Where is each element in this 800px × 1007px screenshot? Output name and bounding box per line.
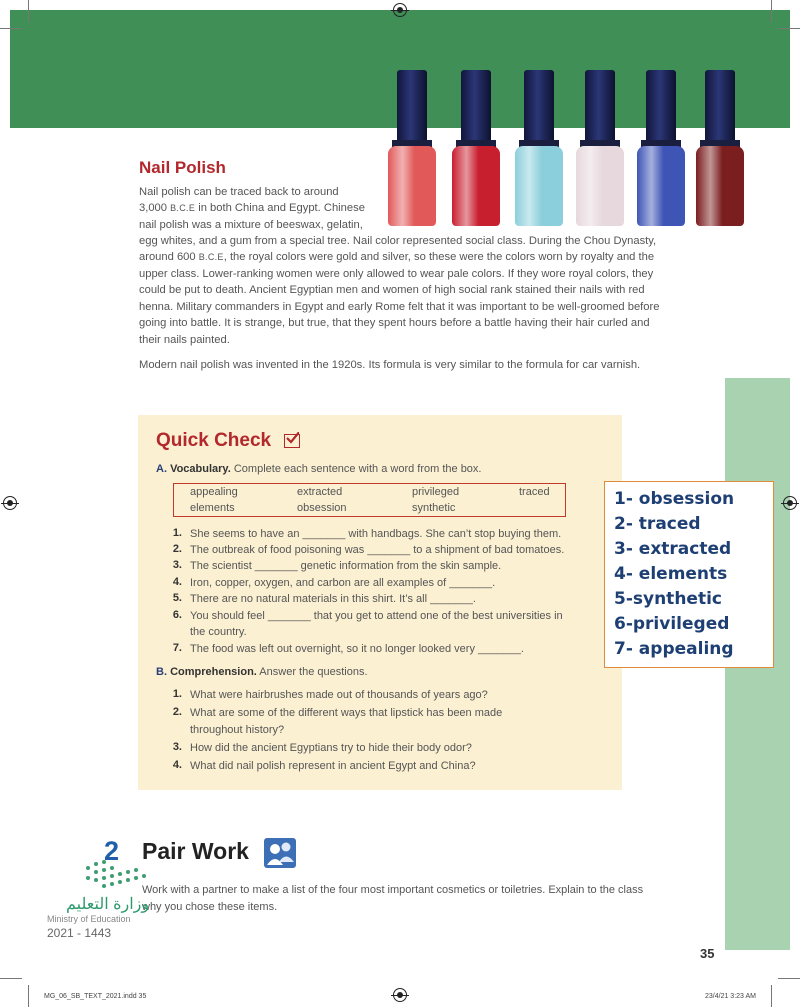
body-line-4: could be put to death. Ancient Egyptian men and women of high social rank stained their nails with red bbox=[139, 284, 645, 296]
body-line-7: their nails painted. bbox=[139, 334, 230, 346]
sentence-number: 5. bbox=[172, 592, 182, 604]
bottle-glass bbox=[696, 146, 744, 226]
crop-mark bbox=[0, 978, 22, 979]
sentence-text: Iron, copper, oxygen, and carbon are all examples of _______. bbox=[190, 577, 496, 589]
section-a-instruction: A. Vocabulary. Complete each sentence with a word from the box. bbox=[156, 463, 482, 475]
word-box-item: synthetic bbox=[412, 502, 456, 514]
question-text-continued: throughout history? bbox=[190, 724, 285, 736]
footer-timestamp: 23/4/21 3:23 AM bbox=[705, 993, 756, 1000]
nail-polish-bottle bbox=[694, 70, 746, 230]
decorative-dot bbox=[94, 870, 98, 874]
crop-mark bbox=[778, 978, 800, 979]
academic-year: 2021 - 1443 bbox=[47, 926, 112, 940]
answer-item: 1- obsession bbox=[614, 489, 735, 509]
question-text: What were hairbrushes made out of thousands of years ago? bbox=[190, 689, 488, 701]
body-line-6: going into battle. It is strange, but true, that they spent hours before a battle having their hair curled and bbox=[139, 317, 650, 329]
pair-work-line-2: why you chose these items. bbox=[142, 901, 278, 913]
sentence-text: She seems to have an _______ with handbags. She can’t stop buying them. bbox=[190, 528, 562, 540]
sentence-text: The scientist _______ genetic information from the skin sample. bbox=[190, 560, 502, 572]
question-number: 2. bbox=[172, 706, 182, 718]
nail-polish-bottle bbox=[386, 70, 438, 230]
word-box-item: appealing bbox=[190, 486, 238, 498]
decorative-dot bbox=[118, 880, 122, 884]
section-b-instruction: B. Comprehension. Answer the questions. bbox=[156, 666, 368, 678]
decorative-dot bbox=[126, 878, 130, 882]
article-title: Nail Polish bbox=[139, 158, 226, 177]
nail-polish-bottle bbox=[450, 70, 502, 230]
ministry-logo-arabic: وزارة التعليم bbox=[66, 896, 150, 913]
page-number: 35 bbox=[700, 946, 715, 961]
question-number: 1. bbox=[172, 688, 182, 700]
bottle-glass bbox=[576, 146, 624, 226]
decorative-dot bbox=[102, 876, 106, 880]
sentence-number: 2. bbox=[172, 543, 182, 555]
nail-polish-bottle bbox=[574, 70, 626, 230]
answer-item: 3- extracted bbox=[614, 539, 732, 559]
sentence-number: 6. bbox=[172, 609, 182, 621]
decorative-dot bbox=[86, 876, 90, 880]
checkmark-icon bbox=[284, 434, 300, 448]
pair-work-title: Pair Work bbox=[142, 838, 249, 864]
closing-paragraph: Modern nail polish was invented in the 1920s. Its formula is very similar to the formula for car varnish. bbox=[139, 359, 641, 371]
crop-mark bbox=[28, 985, 29, 1007]
question-text: What are some of the different ways that lipstick has been made bbox=[190, 707, 503, 719]
answer-item: 7- appealing bbox=[614, 639, 734, 659]
body-line-3: upper class. Lower-ranking women were only allowed to wear pale colors. If they wore royal colors, they bbox=[139, 268, 654, 280]
body-line-5: henna. Military commanders in Egypt and early Rome felt that it was important to be well-groomed before bbox=[139, 301, 660, 313]
decorative-dot bbox=[102, 884, 106, 888]
sentence-text: You should feel _______ that you get to attend one of the best universities in bbox=[190, 610, 563, 622]
answer-item: 2- traced bbox=[614, 514, 701, 534]
nail-polish-bottle bbox=[513, 70, 565, 230]
body-line-1: egg whites, and a gum from a special tree. Nail color represented social class. During the Chou Dynasty, bbox=[139, 235, 657, 247]
registration-mark-icon bbox=[393, 988, 407, 1002]
decorative-dot bbox=[110, 882, 114, 886]
question-number: 4. bbox=[172, 759, 182, 771]
question-text: What did nail polish represent in ancient Egypt and China? bbox=[190, 760, 476, 772]
bottle-cap bbox=[646, 70, 676, 142]
sentence-number: 7. bbox=[172, 642, 182, 654]
footer-file-name: MG_06_SB_TEXT_2021.indd 35 bbox=[44, 993, 147, 1000]
crop-mark bbox=[778, 28, 800, 29]
registration-mark-icon bbox=[393, 3, 407, 17]
word-box-item: elements bbox=[190, 502, 235, 514]
quick-check-title: Quick Check bbox=[156, 430, 272, 451]
sentence-number: 3. bbox=[172, 559, 182, 571]
decorative-dot bbox=[118, 872, 122, 876]
word-box-item: privileged bbox=[412, 486, 460, 498]
bottle-glass bbox=[515, 146, 563, 226]
decorative-dot bbox=[110, 874, 114, 878]
body-line-2: around 600 B.C.E, the royal colors were gold and silver, so these were the colors worn by royalty and the bbox=[139, 251, 655, 263]
decorative-dot bbox=[134, 868, 138, 872]
bottle-glass bbox=[637, 146, 685, 226]
bottle-cap bbox=[461, 70, 491, 142]
pair-work-icon bbox=[264, 838, 296, 868]
bottle-cap bbox=[705, 70, 735, 142]
question-text: How did the ancient Egyptians try to hide their body odor? bbox=[190, 742, 472, 754]
decorative-dot bbox=[102, 868, 106, 872]
nail-polish-bottles-image bbox=[380, 70, 750, 230]
decorative-dot bbox=[94, 878, 98, 882]
word-box-item: traced bbox=[519, 486, 550, 498]
registration-mark-icon bbox=[783, 496, 797, 510]
decorative-dot bbox=[94, 862, 98, 866]
crop-mark bbox=[771, 0, 772, 22]
pair-work-line-1: Work with a partner to make a list of the four most important cosmetics or toiletries. Explain to the class bbox=[142, 884, 644, 896]
decorative-dot bbox=[134, 876, 138, 880]
crop-mark bbox=[0, 28, 22, 29]
bottle-cap bbox=[524, 70, 554, 142]
sentence-number: 1. bbox=[172, 527, 182, 539]
word-box-item: extracted bbox=[297, 486, 343, 498]
intro-line-3: nail polish was a mixture of beeswax, gelatin, bbox=[139, 219, 363, 231]
sentence-text: The outbreak of food poisoning was _______ to a shipment of bad tomatoes. bbox=[190, 544, 565, 556]
bottle-glass bbox=[388, 146, 436, 226]
sentence-text-continued: the country. bbox=[190, 626, 247, 638]
bottle-cap bbox=[585, 70, 615, 142]
decorative-dot bbox=[142, 874, 146, 878]
intro-line-1: Nail polish can be traced back to around bbox=[139, 186, 339, 198]
sentence-text: The food was left out overnight, so it no longer looked very _______. bbox=[190, 643, 524, 655]
answer-item: 6-privileged bbox=[614, 614, 730, 634]
answer-item: 5-synthetic bbox=[614, 589, 722, 609]
decorative-dot bbox=[126, 870, 130, 874]
decorative-dot bbox=[86, 866, 90, 870]
bottle-glass bbox=[452, 146, 500, 226]
section-number: 2 bbox=[104, 836, 120, 866]
crop-mark bbox=[771, 985, 772, 1007]
ministry-logo-english: Ministry of Education bbox=[47, 914, 131, 924]
nail-polish-bottle bbox=[635, 70, 687, 230]
sentence-text: There are no natural materials in this shirt. It’s all _______. bbox=[190, 593, 476, 605]
word-box-item: obsession bbox=[297, 502, 347, 514]
bottle-cap bbox=[397, 70, 427, 142]
answer-item: 4- elements bbox=[614, 564, 728, 584]
intro-line-2: 3,000 B.C.E in both China and Egypt. Chinese bbox=[139, 202, 365, 214]
crop-mark bbox=[28, 0, 29, 22]
sentence-number: 4. bbox=[172, 576, 182, 588]
registration-mark-icon bbox=[3, 496, 17, 510]
question-number: 3. bbox=[172, 741, 182, 753]
